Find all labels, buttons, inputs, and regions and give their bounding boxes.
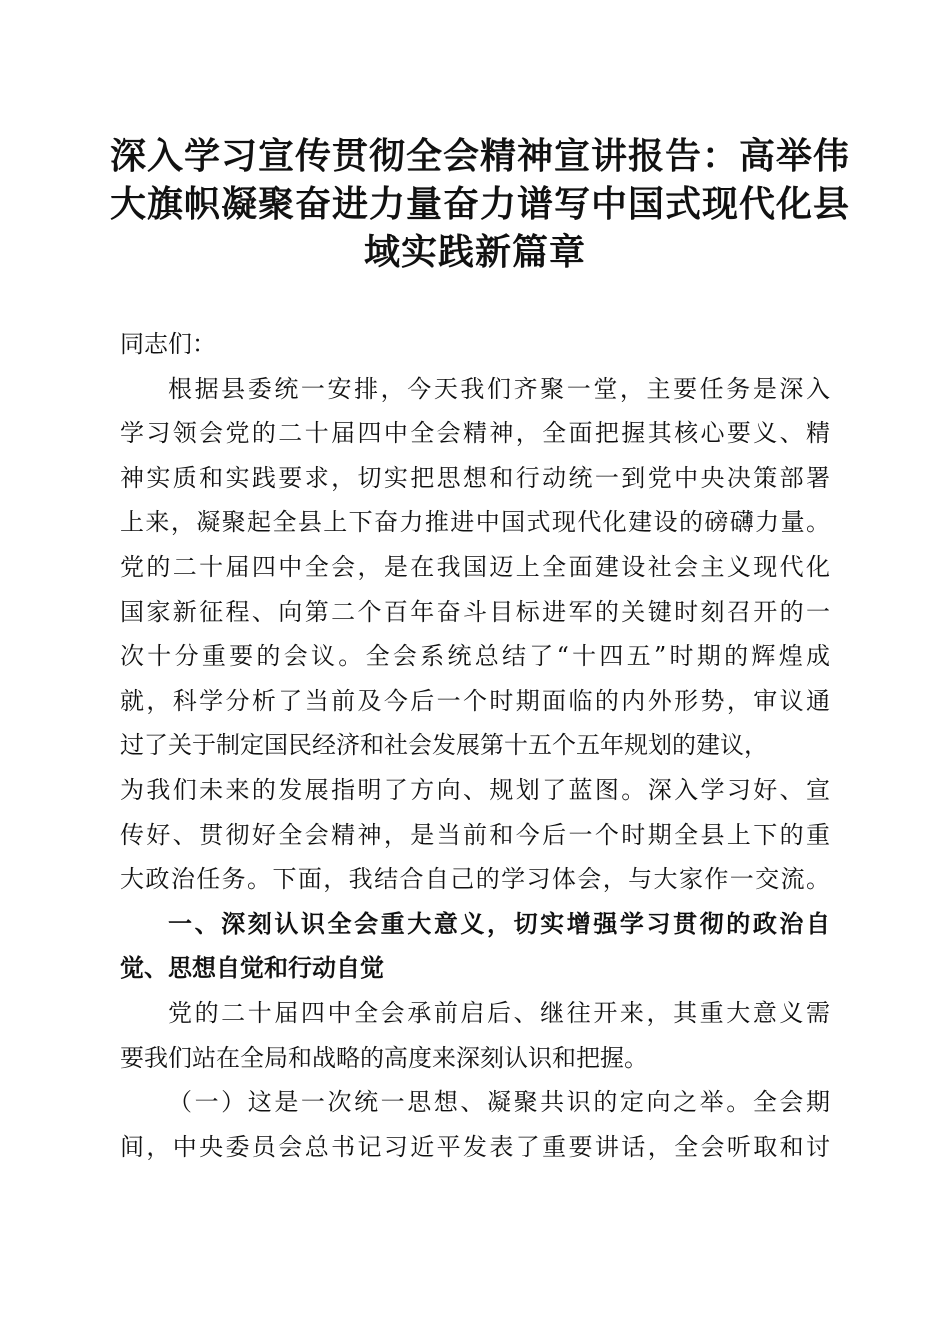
paragraph-line: 党的二十届四中全会承前启后、继往开来，其重大意义需 [168,998,830,1027]
paragraph-line: 学习领会党的二十届四中全会精神，全面把握其核心要义、精 [120,419,830,448]
title-line: 大旗帜凝聚奋进力量奋力谱写中国式现代化县 [110,183,851,225]
paragraph-line: 上来，凝聚起全县上下奋力推进中国式现代化建设的磅礴力量。 [120,508,830,537]
paragraph-line: 根据县委统一安排，今天我们齐聚一堂，主要任务是深入 [168,374,830,403]
paragraph-line: （一）这是一次统一思想、凝聚共识的定向之举。全会期 [168,1088,830,1117]
paragraph-line: 大政治任务。下面，我结合自己的学习体会，与大家作一交流。 [120,865,830,894]
paragraph-subsection-1 [120,1080,830,1169]
section-heading-1 [120,902,830,991]
paragraph-significance [120,991,830,1080]
paragraph-intro [120,367,830,902]
paragraph-line: 就，科学分析了当前及今后一个时期面临的内外形势，审议通 [120,686,830,715]
document-body [120,322,830,1169]
paragraph-line: 国家新征程、向第二个百年奋斗目标进军的关键时刻召开的一 [120,597,830,626]
title-line: 域实践新篇章 [363,231,586,273]
paragraph-line: 神实质和实践要求，切实把思想和行动统一到党中央决策部署 [120,463,830,492]
heading-line: 觉、思想自觉和行动自觉 [120,954,384,983]
salutation: 同志们： [120,330,216,358]
title-line: 深入学习宣传贯彻全会精神宣讲报告：高举伟 [110,135,851,177]
paragraph-line: 传好、贯彻好全会精神，是当前和今后一个时期全县上下的重 [120,820,830,849]
paragraph-line: 过了关于制定国民经济和社会发展第十五个五年规划的建议， [120,731,768,760]
paragraph-line: 党的二十届四中全会，是在我国迈上全面建设社会主义现代化 [120,552,830,581]
paragraph-line: 间，中央委员会总书记习近平发表了重要讲话，全会听取和讨 [120,1132,830,1161]
paragraph-line: 要我们站在全局和战略的高度来深刻认识和把握。 [120,1043,648,1072]
document-title [110,132,851,276]
heading-line: 一、深刻认识全会重大意义，切实增强学习贯彻的政治自 [168,909,830,938]
paragraph-line: 次十分重要的会议。全会系统总结了“十四五”时期的辉煌成 [120,642,830,671]
paragraph-line: 为我们未来的发展指明了方向、规划了蓝图。深入学习好、宣 [120,775,830,804]
